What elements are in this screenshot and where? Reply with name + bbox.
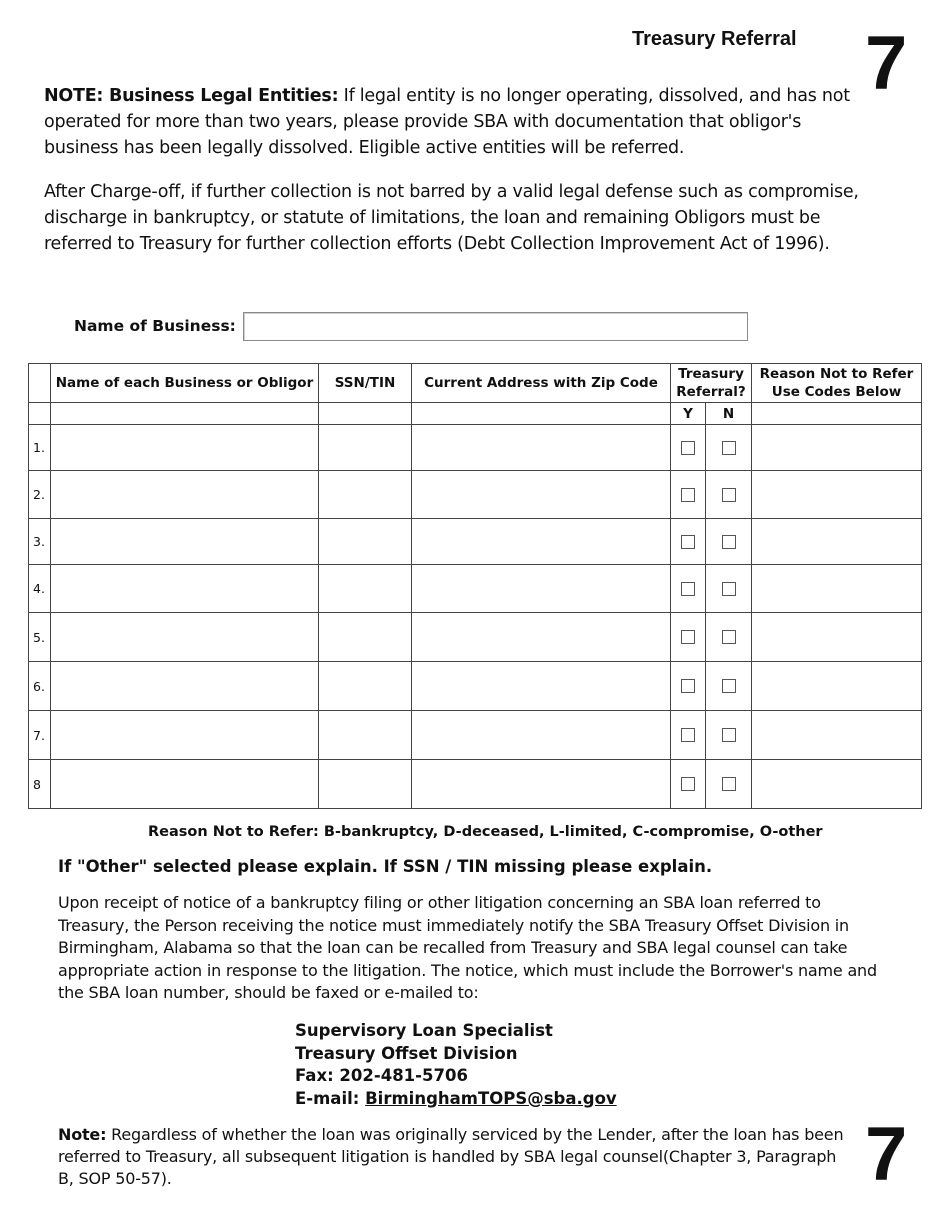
yes-cell xyxy=(671,425,706,471)
no-column-header: N xyxy=(706,403,752,425)
yes-cell xyxy=(671,565,706,613)
address-cell[interactable] xyxy=(412,613,671,662)
table-row xyxy=(29,760,922,809)
final-note xyxy=(58,1124,848,1190)
address-column-header: Current Address with Zip Code xyxy=(412,364,671,403)
referral-no-checkbox[interactable] xyxy=(722,441,736,455)
no-cell xyxy=(706,662,752,711)
obligor-name-cell[interactable] xyxy=(51,519,319,565)
name-column-header: Name of each Business or Obligor xyxy=(51,364,319,403)
email-label: E-mail: xyxy=(295,1088,366,1108)
address-cell[interactable] xyxy=(412,471,671,519)
charge-off-paragraph: After Charge-off, if further collection is not barred by a valid legal defense such as compromise, discharge in bankruptcy, or statute of limitations, the loan and remaining Obligors must be referred to Treasury for further collection efforts (Debt Collection Improvement Act of 1996). xyxy=(44,182,859,254)
no-cell xyxy=(706,565,752,613)
no-cell xyxy=(706,471,752,519)
address-cell[interactable] xyxy=(412,425,671,471)
referral-header-line1: Treasury xyxy=(678,366,744,382)
reason-cell[interactable] xyxy=(752,613,922,662)
reason-header-line2: Use Codes Below xyxy=(771,384,902,400)
obligor-table xyxy=(28,363,922,809)
reason-codes-legend: Reason Not to Refer: B-bankruptcy, D-deceased, L-limited, C-compromise, O-other xyxy=(148,824,823,840)
obligor-name-cell[interactable] xyxy=(51,711,319,760)
reason-column-header xyxy=(752,364,922,403)
referral-no-checkbox[interactable] xyxy=(722,777,736,791)
row-number: 5. xyxy=(29,613,51,662)
note-bold-label: NOTE: Business Legal Entities: xyxy=(44,86,339,106)
reason-cell[interactable] xyxy=(752,565,922,613)
address-cell[interactable] xyxy=(412,760,671,809)
table-header-row xyxy=(29,364,922,403)
reason-cell[interactable] xyxy=(752,711,922,760)
ssn-cell[interactable] xyxy=(319,711,412,760)
address-cell[interactable] xyxy=(412,565,671,613)
other-explain-heading: If "Other" selected please explain. If SSN / TIN missing please explain. xyxy=(58,857,713,876)
yes-cell xyxy=(671,662,706,711)
business-entities-note xyxy=(44,83,874,161)
referral-yes-checkbox[interactable] xyxy=(681,728,695,742)
table-row xyxy=(29,613,922,662)
obligor-name-cell[interactable] xyxy=(51,471,319,519)
no-cell xyxy=(706,760,752,809)
referral-yes-checkbox[interactable] xyxy=(681,441,695,455)
reason-cell[interactable] xyxy=(752,519,922,565)
obligor-name-cell[interactable] xyxy=(51,662,319,711)
table-row xyxy=(29,471,922,519)
email-link[interactable]: BirminghamTOPS@sba.gov xyxy=(365,1088,617,1108)
reason-header-line1: Reason Not to Refer xyxy=(759,366,914,382)
contact-email-line xyxy=(295,1088,617,1111)
reason-cell[interactable] xyxy=(752,662,922,711)
ssn-cell[interactable] xyxy=(319,662,412,711)
reason-cell[interactable] xyxy=(752,471,922,519)
note-text: If legal entity is no longer operating, dissolved, and has not operated for more than two years, please provide SBA with documentation that obligor's business has been legally dissolved. Eligible active entities will be referred. xyxy=(44,86,850,158)
referral-header-line2: Referral? xyxy=(676,384,746,400)
ssn-cell[interactable] xyxy=(319,471,412,519)
referral-no-checkbox[interactable] xyxy=(722,630,736,644)
reason-cell[interactable] xyxy=(752,425,922,471)
row-number-header xyxy=(29,364,51,403)
obligor-name-cell[interactable] xyxy=(51,565,319,613)
referral-no-checkbox[interactable] xyxy=(722,488,736,502)
referral-yes-checkbox[interactable] xyxy=(681,488,695,502)
row-number: 3. xyxy=(29,519,51,565)
yes-cell xyxy=(671,760,706,809)
referral-no-checkbox[interactable] xyxy=(722,535,736,549)
reason-cell[interactable] xyxy=(752,760,922,809)
referral-no-checkbox[interactable] xyxy=(722,728,736,742)
ssn-column-header: SSN/TIN xyxy=(319,364,412,403)
row-number: 4. xyxy=(29,565,51,613)
table-row xyxy=(29,565,922,613)
ssn-cell[interactable] xyxy=(319,425,412,471)
final-note-text: Regardless of whether the loan was originally serviced by the Lender, after the loan has been referred to Treasury, all subsequent litigation is handled by SBA legal counsel(Chapter 3, Paragraph B, SOP 50-57). xyxy=(58,1125,844,1188)
referral-yes-checkbox[interactable] xyxy=(681,777,695,791)
yes-cell xyxy=(671,613,706,662)
treasury-referral-column-header xyxy=(671,364,752,403)
referral-yes-checkbox[interactable] xyxy=(681,679,695,693)
contact-fax: Fax: 202-481-5706 xyxy=(295,1066,468,1085)
address-cell[interactable] xyxy=(412,662,671,711)
bankruptcy-notice-paragraph: Upon receipt of notice of a bankruptcy filing or other litigation concerning an SBA loan referred to Treasury, the Person receiving the notice must immediately notify the SBA Treasury Offset Division in Birmingham, Alabama so that the loan can be recalled from Treasury and SBA legal counsel can take appropriate action in response to the litigation. The notice, which must include the Borrower's name and the SBA loan number, should be faxed or e-mailed to: xyxy=(58,893,877,1002)
row-number: 8 xyxy=(29,760,51,809)
ssn-cell[interactable] xyxy=(319,613,412,662)
yes-column-header: Y xyxy=(671,403,706,425)
table-row xyxy=(29,662,922,711)
table-subheader-row xyxy=(29,403,922,425)
yes-cell xyxy=(671,519,706,565)
row-number: 1. xyxy=(29,425,51,471)
ssn-cell[interactable] xyxy=(319,760,412,809)
referral-yes-checkbox[interactable] xyxy=(681,630,695,644)
page-number-top: 7 xyxy=(865,21,908,106)
no-cell xyxy=(706,711,752,760)
table-row xyxy=(29,519,922,565)
table-row xyxy=(29,711,922,760)
referral-yes-checkbox[interactable] xyxy=(681,582,695,596)
contact-title: Supervisory Loan Specialist xyxy=(295,1021,553,1040)
no-cell xyxy=(706,613,752,662)
no-cell xyxy=(706,519,752,565)
address-cell[interactable] xyxy=(412,519,671,565)
row-number: 7. xyxy=(29,711,51,760)
referral-yes-checkbox[interactable] xyxy=(681,535,695,549)
page-title: Treasury Referral xyxy=(632,28,797,50)
page-number-bottom: 7 xyxy=(865,1112,908,1197)
referral-no-checkbox[interactable] xyxy=(722,582,736,596)
contact-division: Treasury Offset Division xyxy=(295,1043,518,1063)
address-cell[interactable] xyxy=(412,711,671,760)
no-cell xyxy=(706,425,752,471)
ssn-cell[interactable] xyxy=(319,565,412,613)
business-name-input[interactable] xyxy=(243,312,748,341)
obligor-name-cell[interactable] xyxy=(51,613,319,662)
yes-cell xyxy=(671,471,706,519)
obligor-name-cell[interactable] xyxy=(51,425,319,471)
obligor-name-cell[interactable] xyxy=(51,760,319,809)
final-note-bold: Note: xyxy=(58,1125,107,1144)
row-number: 2. xyxy=(29,471,51,519)
ssn-cell[interactable] xyxy=(319,519,412,565)
yes-cell xyxy=(671,711,706,760)
row-number: 6. xyxy=(29,662,51,711)
business-name-label: Name of Business: xyxy=(74,317,236,335)
contact-block xyxy=(295,1020,617,1110)
referral-no-checkbox[interactable] xyxy=(722,679,736,693)
table-row xyxy=(29,425,922,471)
